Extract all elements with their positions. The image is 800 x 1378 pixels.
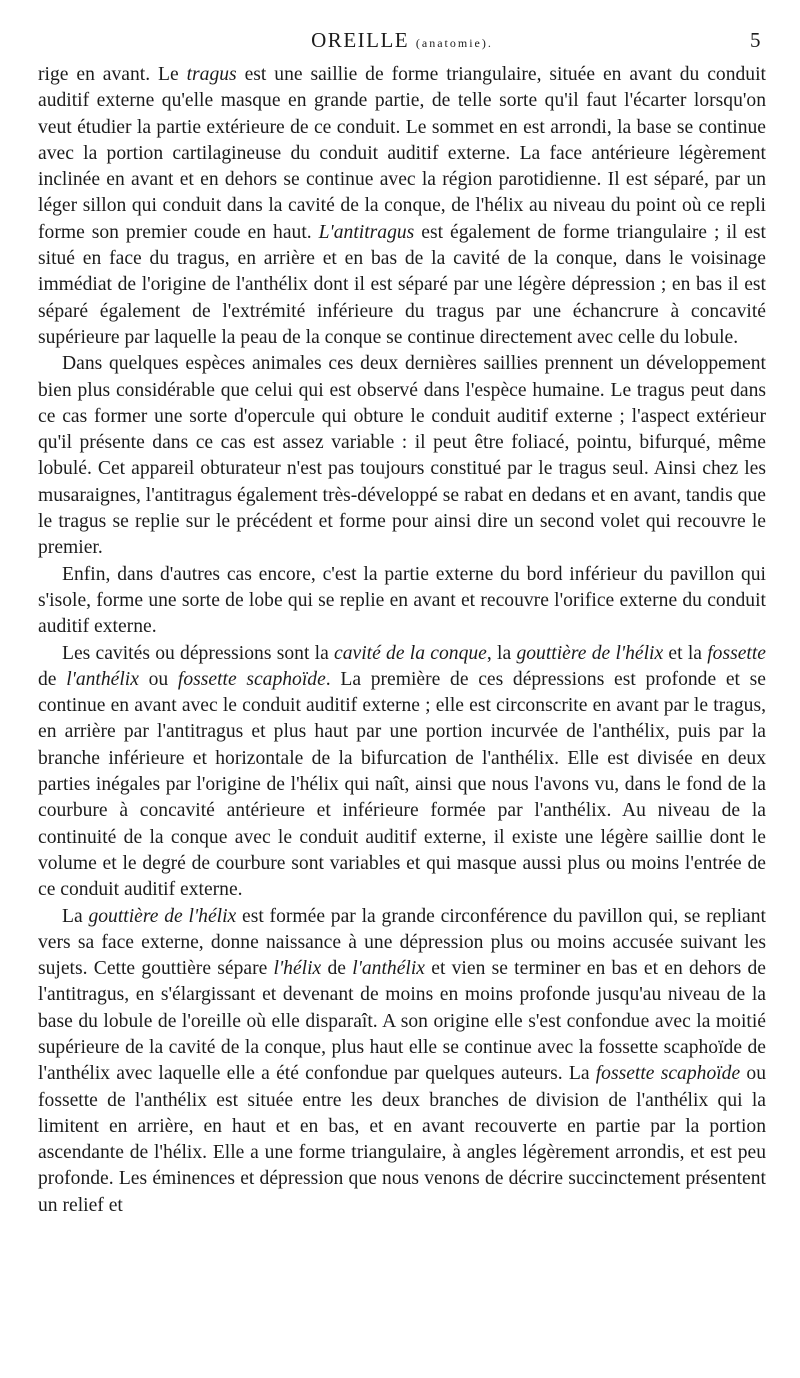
italic-term: gouttière de l'hélix <box>516 642 664 664</box>
text-run: ou fossette de l'anthélix est située entre les deux branches de division de l'anthélix qui la limitent en arrière, en haut et en bas, et en avant recouverte en partie par la portion ascendante de l'hélix. Elle a une forme triangulaire, à angles légèrement arrondis, et est peu profonde. Les éminences et dépression que nous venons de décrire succinctement présentent un relief et <box>38 1063 767 1216</box>
text-run: . La première de ces dépressions est profonde et se continue en avant avec le conduit auditif externe ; elle est circonscrite en avant par le tragus, en arrière par l'antitragus et plus haut par une portion incurvée de l'anthélix, puis par la branche inférieure et horizontale de la bifurcation de l'anthélix. Elle est divisée en deux parties inégales par l'origine de l'hélix qui naît, ainsi que nous l'avons vu, dans le fond de la courbure à concavité antérieure et inférieure formée par l'anthélix. Au niveau de la continuité de la conque avec le conduit auditif externe, il existe une légère saillie dont le volume et le degré de courbure sont variables et qui masque aussi plus ou moins l'entrée de ce conduit auditif externe. <box>38 668 766 901</box>
running-title-main: OREILLE <box>311 28 410 52</box>
text-run: de <box>321 958 353 980</box>
italic-term: l'anthélix <box>66 668 139 690</box>
text-run: Les cavités ou dépressions sont la <box>62 642 335 664</box>
paragraph <box>38 62 766 351</box>
running-title <box>311 28 493 53</box>
text-run: est formée par la grande circonférence du pavillon qui, se repliant vers sa face externe, donne naissance à une dépression plus ou moins accusée suivant les sujets. Cette gouttière sépare <box>38 905 766 980</box>
paragraph <box>38 562 766 641</box>
text-run: et la <box>663 642 708 664</box>
italic-term: cavité de la conque <box>334 642 487 664</box>
paragraph <box>38 904 766 1220</box>
text-run: et vien se terminer en bas et en dehors de l'antitragus, en s'élargissant et devenant de moins en moins profonde jusqu'au niveau de la base du lobule de l'oreille où elle disparaît. A son origine elle s'est confondue avec la moitié supérieure de la cavité de la conque, plus haut elle se continue avec la fossette scaphoïde de l'anthélix avec laquelle elle a été confondue par quelques auteurs. La <box>38 958 766 1085</box>
italic-term: l'anthélix <box>352 958 425 980</box>
text-run: Enfin, dans d'autres cas encore, c'est la partie externe du bord inférieur du pavillon qui s'isole, forme une sorte de lobe qui se replie en avant et recouvre l'orifice externe du conduit auditif externe. <box>38 563 766 638</box>
text-run: , la <box>486 642 517 664</box>
text-run: ou <box>138 668 178 690</box>
text-run: de <box>38 668 67 690</box>
italic-term: gouttière de l'hélix <box>88 905 237 927</box>
paragraph <box>38 351 766 561</box>
italic-term: tragus <box>186 64 237 85</box>
text-run: est une saillie de forme triangulaire, située en avant du conduit auditif externe qu'elle masque en grande partie, de telle sorte qu'il faut l'écarter lorsqu'on veut étudier la partie extérieure de ce conduit. Le sommet en est arrondi, la base se continue avec la portion cartilagineuse du conduit auditif externe. La face antérieure légèrement inclinée en avant et en dehors se continue avec la région parotidienne. Il est séparé, par un léger sillon qui conduit dans la cavité de la conque, de l'hélix au niveau du point où ce repli forme son premier coude en haut. <box>38 64 766 243</box>
italic-term: fossette <box>707 642 766 664</box>
text-run: Dans quelques espèces animales ces deux dernières saillies prennent un développement bien plus considérable que celui qui est observé dans l'espèce humaine. Le tragus peut dans ce cas former une sorte d'opercule qui obture le conduit auditif externe ; l'aspect extérieur qu'il présente dans ce cas est assez variable : il peut être foliacé, pointu, bifurqué, même lobulé. Cet appareil obturateur n'est pas toujours constitué par le tragus seul. Ainsi chez les musaraignes, l'antitragus également très-développé se rabat en dedans et en avant, tandis que le tragus se replie sur le précédent et forme pour ainsi dire un second volet qui recouvre le premier. <box>38 353 766 559</box>
text-run: est également de forme triangulaire ; il est situé en face du tragus, en arrière et en bas de la cavité de la conque, dans le voisinage immédiat de l'origine de l'anthélix dont il est séparé par une légère dépression ; en bas il est séparé également de l'extrémité inférieure du tragus par une échancrure à concavité supérieure par laquelle la peau de la conque se continue directement avec celle du lobule. <box>38 221 766 348</box>
text-run: rige en avant. Le <box>38 64 187 85</box>
italic-term: l'hélix <box>273 958 322 980</box>
italic-term: fossette scaphoïde <box>177 668 326 690</box>
body-text <box>38 62 766 1219</box>
running-head <box>38 28 766 62</box>
italic-term: fossette scaphoïde <box>595 1063 741 1085</box>
paragraph <box>38 641 766 904</box>
running-title-subtitle: (anatomie). <box>415 36 493 50</box>
page-number: 5 <box>750 28 762 52</box>
text-run: La <box>62 905 89 927</box>
italic-term: L'antitragus <box>318 221 415 243</box>
